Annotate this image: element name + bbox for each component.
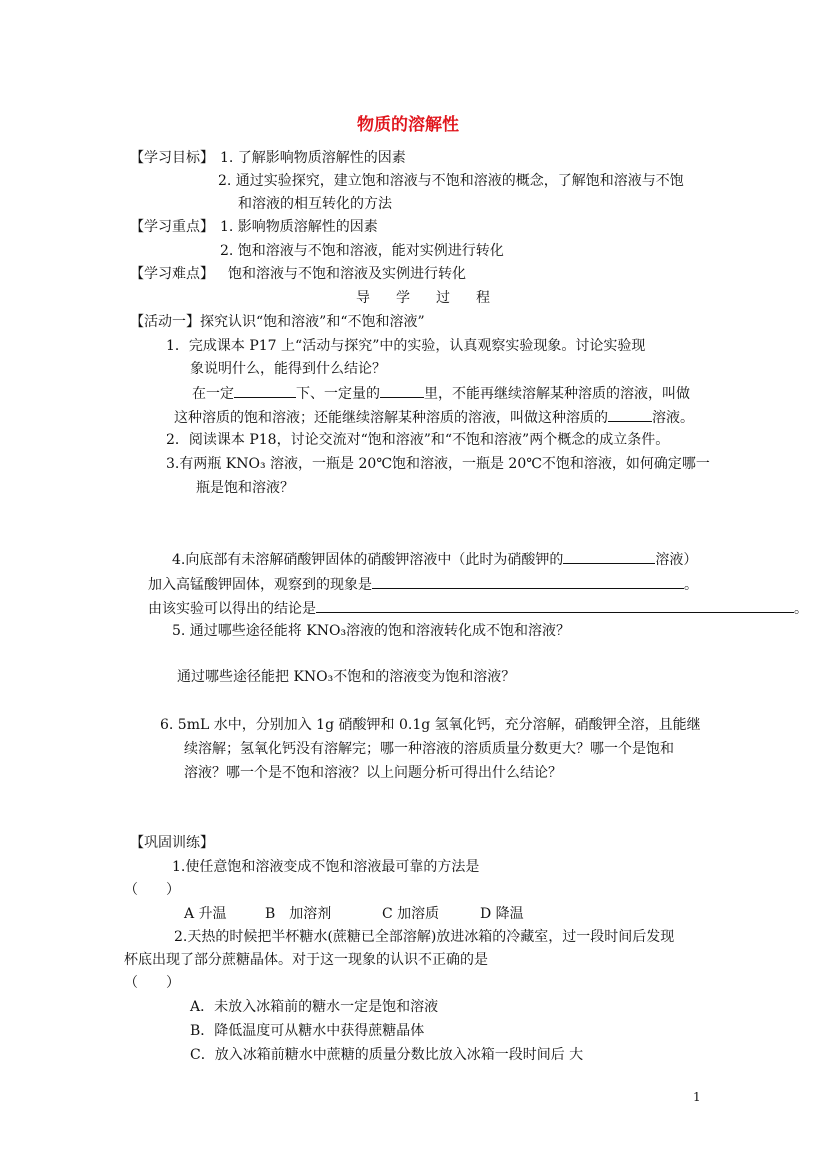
question-3-cont: 瓶是饱和溶液？ bbox=[196, 480, 294, 496]
q4-text: 。 bbox=[684, 577, 698, 593]
q4-text: 4.向底部有未溶解硝酸钾固体的硝酸钾溶液中（此时为硝酸钾的 bbox=[172, 552, 564, 568]
answer-blank[interactable] bbox=[608, 407, 652, 422]
fill-text: 溶液。 bbox=[652, 410, 694, 426]
practice-1-option[interactable]: D 降温 bbox=[480, 906, 524, 922]
fill-line-1 bbox=[192, 383, 690, 403]
objective-item: 2. 通过实验探究，建立饱和溶液与不饱和溶液的概念，了解饱和溶液与不饱 bbox=[218, 173, 684, 189]
objective-item: 和溶液的相互转化的方法 bbox=[238, 196, 392, 212]
practice-2: 2.天热的时候把半杯糖水(蔗糖已全部溶解)放进冰箱的冷藏室，过一段时间后发现 bbox=[174, 929, 675, 945]
objective-item: 1. 了解影响物质溶解性的因素 bbox=[220, 150, 406, 166]
difficulty-text: 饱和溶液与不饱和溶液及实例进行转化 bbox=[228, 266, 466, 282]
page-number: 1 bbox=[693, 1090, 701, 1104]
fill-text: 里，不能再继续溶解某种溶质的溶液，叫做 bbox=[424, 386, 690, 402]
key-points-label: 【学习重点】 bbox=[130, 219, 214, 235]
question-3: 3.有两瓶 KNO₃ 溶液，一瓶是 20℃饱和溶液，一瓶是 20℃不饱和溶液，如何确定哪一 bbox=[166, 456, 710, 472]
answer-blank[interactable] bbox=[380, 383, 424, 398]
fill-text: 在一定 bbox=[192, 386, 234, 402]
question-6-cont: 溶液？哪一个是不饱和溶液？以上问题分析可得出什么结论？ bbox=[184, 765, 562, 781]
document-title: 物质的溶解性 bbox=[357, 115, 459, 135]
process-heading: 导学过程 bbox=[356, 290, 516, 306]
fill-text: 下、一定量的 bbox=[296, 386, 380, 402]
q4-text: 。 bbox=[794, 601, 808, 617]
question-1-cont: 象说明什么，能得到什么结论？ bbox=[190, 361, 386, 377]
question-2: 2．阅读课本 P18，讨论交流对“饱和溶液”和“不饱和溶液”两个概念的成立条件。 bbox=[166, 432, 670, 448]
practice-label: 【巩固训练】 bbox=[130, 835, 214, 851]
question-4-line3 bbox=[148, 598, 808, 618]
practice-1: 1.使任意饱和溶液变成不饱和溶液最可靠的方法是 bbox=[172, 859, 480, 875]
question-6-cont: 续溶解；氢氧化钙没有溶解完；哪一种溶液的溶质质量分数更大？哪一个是饱和 bbox=[184, 741, 674, 757]
fill-line-2 bbox=[174, 407, 694, 427]
q4-text: 由该实验可以得出的结论是 bbox=[148, 601, 316, 617]
practice-2-option[interactable]: B．降低温度可从糖水中获得蔗糖晶体 bbox=[190, 1023, 425, 1039]
question-5b: 通过哪些途径能把 KNO₃不饱和的溶液变为饱和溶液？ bbox=[177, 669, 516, 685]
answer-blank[interactable] bbox=[316, 598, 794, 613]
activity1-label: 【活动一】 bbox=[130, 314, 200, 330]
practice-2-option[interactable]: C．放入冰箱前糖水中蔗糖的质量分数比放入冰箱一段时间后 大 bbox=[190, 1047, 584, 1063]
q4-text: 溶液） bbox=[655, 552, 698, 568]
key-point-item: 1. 影响物质溶解性的因素 bbox=[220, 219, 378, 235]
difficulty-label: 【学习难点】 bbox=[130, 266, 214, 282]
practice-1-option[interactable]: A 升温 bbox=[184, 906, 227, 922]
question-5: 5. 通过哪些途径能将 KNO₃溶液的饱和溶液转化成不饱和溶液？ bbox=[172, 623, 571, 639]
practice-2-option[interactable]: A．未放入冰箱前的糖水一定是饱和溶液 bbox=[190, 999, 439, 1015]
practice-2-cont: 杯底出现了部分蔗糖晶体。对于这一现象的认识不正确的是 bbox=[124, 952, 488, 968]
answer-bracket[interactable]: （ ） bbox=[124, 975, 180, 991]
answer-blank[interactable] bbox=[372, 574, 684, 589]
question-4 bbox=[172, 549, 697, 569]
question-1: 1．完成课本 P17 上“活动与探究”中的实验，认真观察实验现象。讨论实验现 bbox=[166, 338, 646, 354]
fill-text: 这种溶质的饱和溶液；还能继续溶解某种溶质的溶液，叫做这种溶质的 bbox=[174, 410, 608, 426]
answer-blank[interactable] bbox=[563, 549, 655, 564]
answer-blank[interactable] bbox=[234, 383, 296, 398]
question-4-line2 bbox=[148, 574, 698, 594]
key-point-item: 2. 饱和溶液与不饱和溶液，能对实例进行转化 bbox=[220, 243, 504, 259]
practice-1-option[interactable]: C 加溶质 bbox=[382, 906, 440, 922]
question-6: 6. 5mL 水中，分别加入 1g 硝酸钾和 0.1g 氢氧化钙，充分溶解，硝酸钾全溶，且能继 bbox=[160, 717, 701, 733]
objectives-label: 【学习目标】 bbox=[130, 150, 214, 166]
activity1-text: 探究认识“饱和溶液”和“不饱和溶液” bbox=[200, 314, 425, 330]
answer-bracket[interactable]: （ ） bbox=[124, 882, 180, 898]
practice-1-option[interactable]: B 加溶剂 bbox=[265, 906, 332, 922]
q4-text: 加入高锰酸钾固体，观察到的现象是 bbox=[148, 577, 372, 593]
